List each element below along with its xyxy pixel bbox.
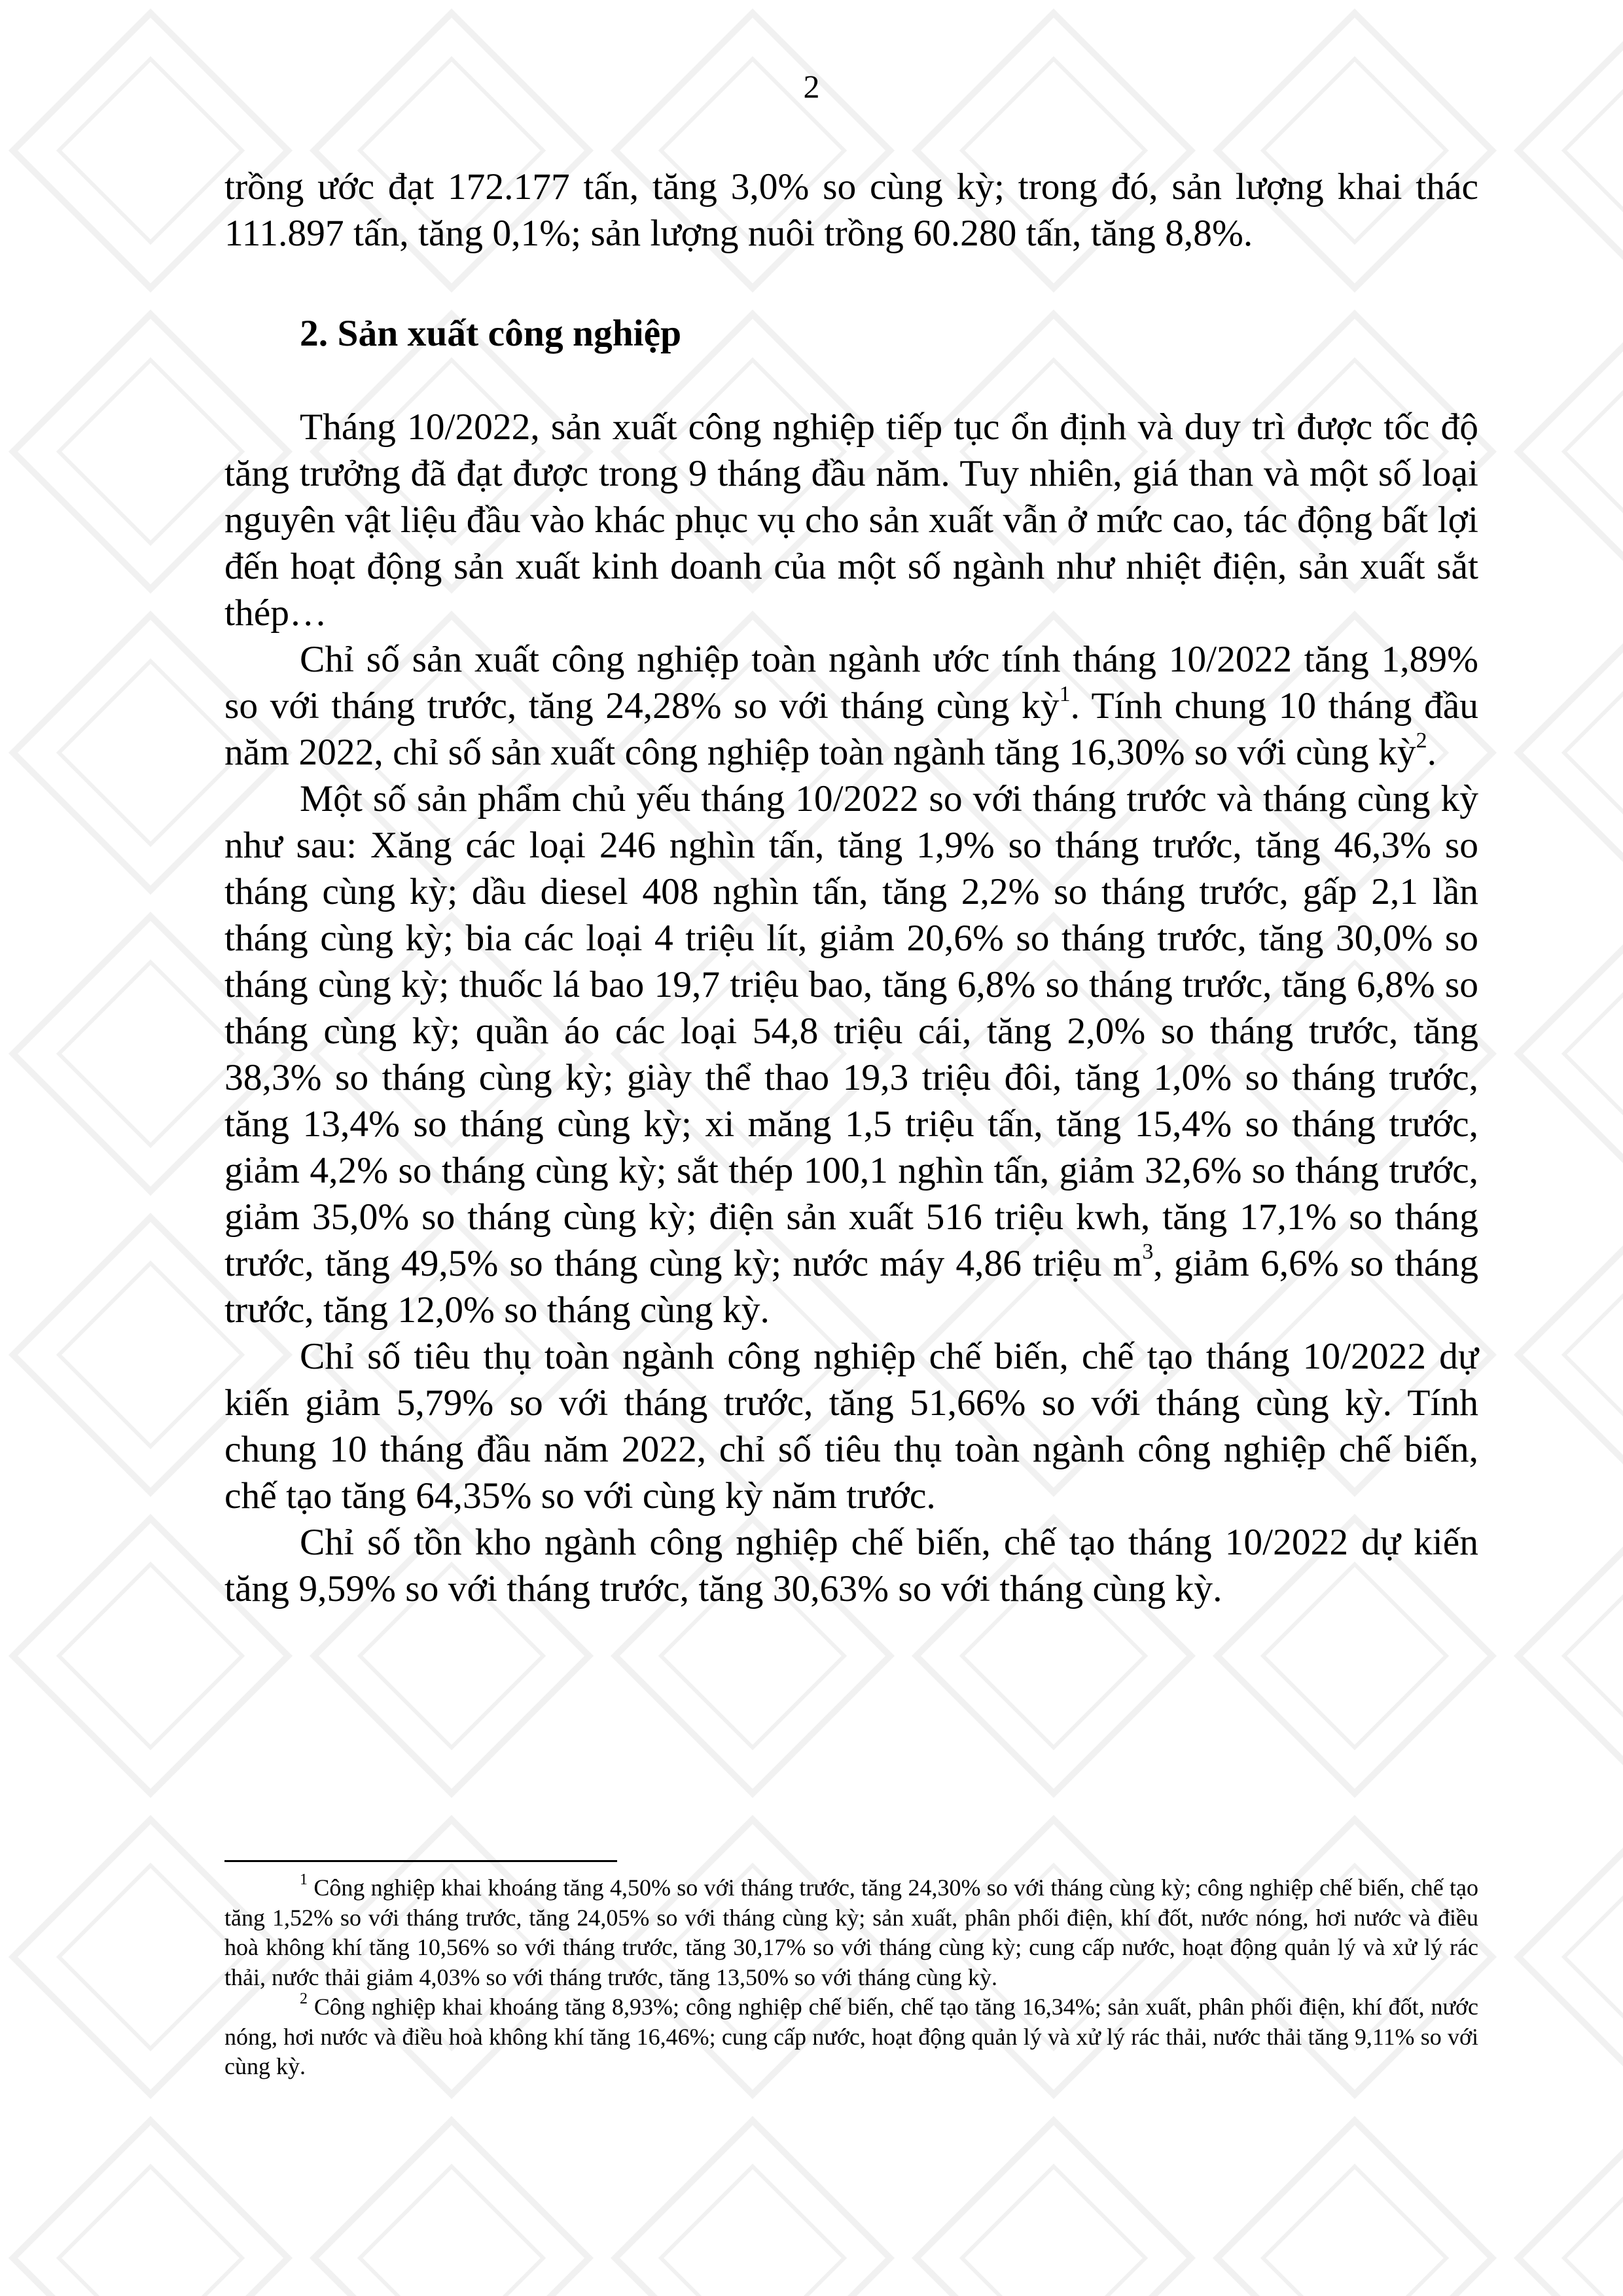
footnote-1-marker: 1 <box>300 1871 308 1888</box>
paragraph-consumption-index: Chỉ số tiêu thụ toàn ngành công nghiệp chế biến, chế tạo tháng 10/2022 dự kiến giảm 5,79% so với tháng trước, tăng 51,66% so với tháng cùng kỳ. Tính chung 10 tháng đầu năm 2022, chỉ số tiêu thụ toàn ngành công nghiệp chế biến, chế tạo tăng 64,35% so với cùng kỳ năm trước. <box>224 1336 1478 1516</box>
production-index-text-a: Chỉ số sản xuất công nghiệp toàn ngành ước tính tháng 10/2022 tăng 1,89% so với tháng trước, tăng 24,28% so với tháng cùng kỳ <box>224 639 1478 726</box>
cubic-superscript: 3 <box>1142 1239 1154 1264</box>
footnote-2 <box>224 1992 1478 2082</box>
main-products-text-b: , giảm 6,6% so tháng trước, tăng 12,0% so tháng cùng kỳ. <box>224 1243 1478 1331</box>
intro-paragraph-text: trồng ước đạt 172.177 tấn, tăng 3,0% so cùng kỳ; trong đó, sản lượng khai thác 111.897 tấn, tăng 0,1%; sản lượng nuôi trồng 60.280 tấn, tăng 8,8%. <box>224 166 1478 254</box>
paragraph-production-index <box>224 636 1478 776</box>
footnote-ref-1[interactable]: 1 <box>1059 681 1071 706</box>
footnotes <box>224 1873 1478 2082</box>
production-index-text-c: . <box>1427 732 1436 773</box>
paragraph-main-products <box>224 776 1478 1333</box>
footnote-1 <box>224 1873 1478 1992</box>
footnote-1-text: Công nghiệp khai khoáng tăng 4,50% so với tháng trước, tăng 24,30% so với tháng cùng kỳ; công nghiệp chế biến, chế tạo tăng 1,52% so với tháng trước, tăng 24,05% so với tháng cùng kỳ; sản xuất, phân phối điện, khí đốt, nước nóng, hơi nước và điều hoà không khí tăng 10,56% so với tháng trước, tăng 30,17% so với tháng cùng kỳ; cung cấp nước, hoạt động quản lý và xử lý rác thải, nước thải giảm 4,03% so với tháng trước, tăng 13,50% so với tháng cùng kỳ. <box>224 1874 1478 1990</box>
footnote-separator <box>224 1860 617 1862</box>
footnote-ref-2[interactable]: 2 <box>1416 728 1427 753</box>
paragraph-industry-overview: Tháng 10/2022, sản xuất công nghiệp tiếp tục ổn định và duy trì được tốc độ tăng trưởng đã đạt được trong 9 tháng đầu năm. Tuy nhiên, giá than và một số loại nguyên vật liệu đầu vào khác phục vụ cho sản xuất vẫn ở mức cao, tác động bất lợi đến hoạt động sản xuất kinh doanh của một số ngành như nhiệt điện, sản xuất sắt thép… <box>224 406 1478 634</box>
footnote-2-marker: 2 <box>300 1990 308 2007</box>
paragraph-inventory-index: Chỉ số tồn kho ngành công nghiệp chế biến, chế tạo tháng 10/2022 dự kiến tăng 9,59% so với tháng trước, tăng 30,63% so với tháng cùng kỳ. <box>224 1522 1478 1609</box>
main-body <box>224 404 1478 1612</box>
page-number: 2 <box>803 68 820 105</box>
section-heading: 2. Sản xuất công nghiệp <box>300 313 682 354</box>
intro-paragraph <box>224 164 1478 257</box>
footnote-2-text: Công nghiệp khai khoáng tăng 8,93%; công nghiệp chế biến, chế tạo tăng 16,34%; sản xuất, phân phối điện, khí đốt, nước nóng, hơi nước và điều hoà không khí tăng 16,46%; cung cấp nước, hoạt động quản lý và xử lý rác thải, nước thải tăng 9,11% so với cùng kỳ. <box>224 1994 1478 2079</box>
production-index-text-b: . Tính chung 10 tháng đầu năm 2022, chỉ số sản xuất công nghiệp toàn ngành tăng 16,30% so với cùng kỳ <box>224 685 1478 773</box>
main-products-text-a: Một số sản phẩm chủ yếu tháng 10/2022 so với tháng trước và tháng cùng kỳ như sau: Xăng các loại 246 nghìn tấn, tăng 1,9% so tháng trước, tăng 46,3% so tháng cùng kỳ; dầu diesel 408 nghìn tấn, tăng 2,2% so tháng trước, gấp 2,1 lần tháng cùng kỳ; bia các loại 4 triệu lít, giảm 20,6% so tháng trước, tăng 30,0% so tháng cùng kỳ; thuốc lá bao 19,7 triệu bao, tăng 6,8% so tháng trước, tăng 6,8% so tháng cùng kỳ; quần áo các loại 54,8 triệu cái, tăng 2,0% so tháng trước, tăng 38,3% so tháng cùng kỳ; giày thể thao 19,3 triệu đôi, tăng 1,0% so tháng trước, tăng 13,4% so tháng cùng kỳ; xi măng 1,5 triệu tấn, tăng 15,4% so tháng trước, giảm 4,2% so tháng cùng kỳ; sắt thép 100,1 nghìn tấn, giảm 32,6% so tháng trước, giảm 35,0% so tháng cùng kỳ; điện sản xuất 516 triệu kwh, tăng 17,1% so tháng trước, tăng 49,5% so tháng cùng kỳ; nước máy 4,86 triệu m <box>224 778 1478 1284</box>
